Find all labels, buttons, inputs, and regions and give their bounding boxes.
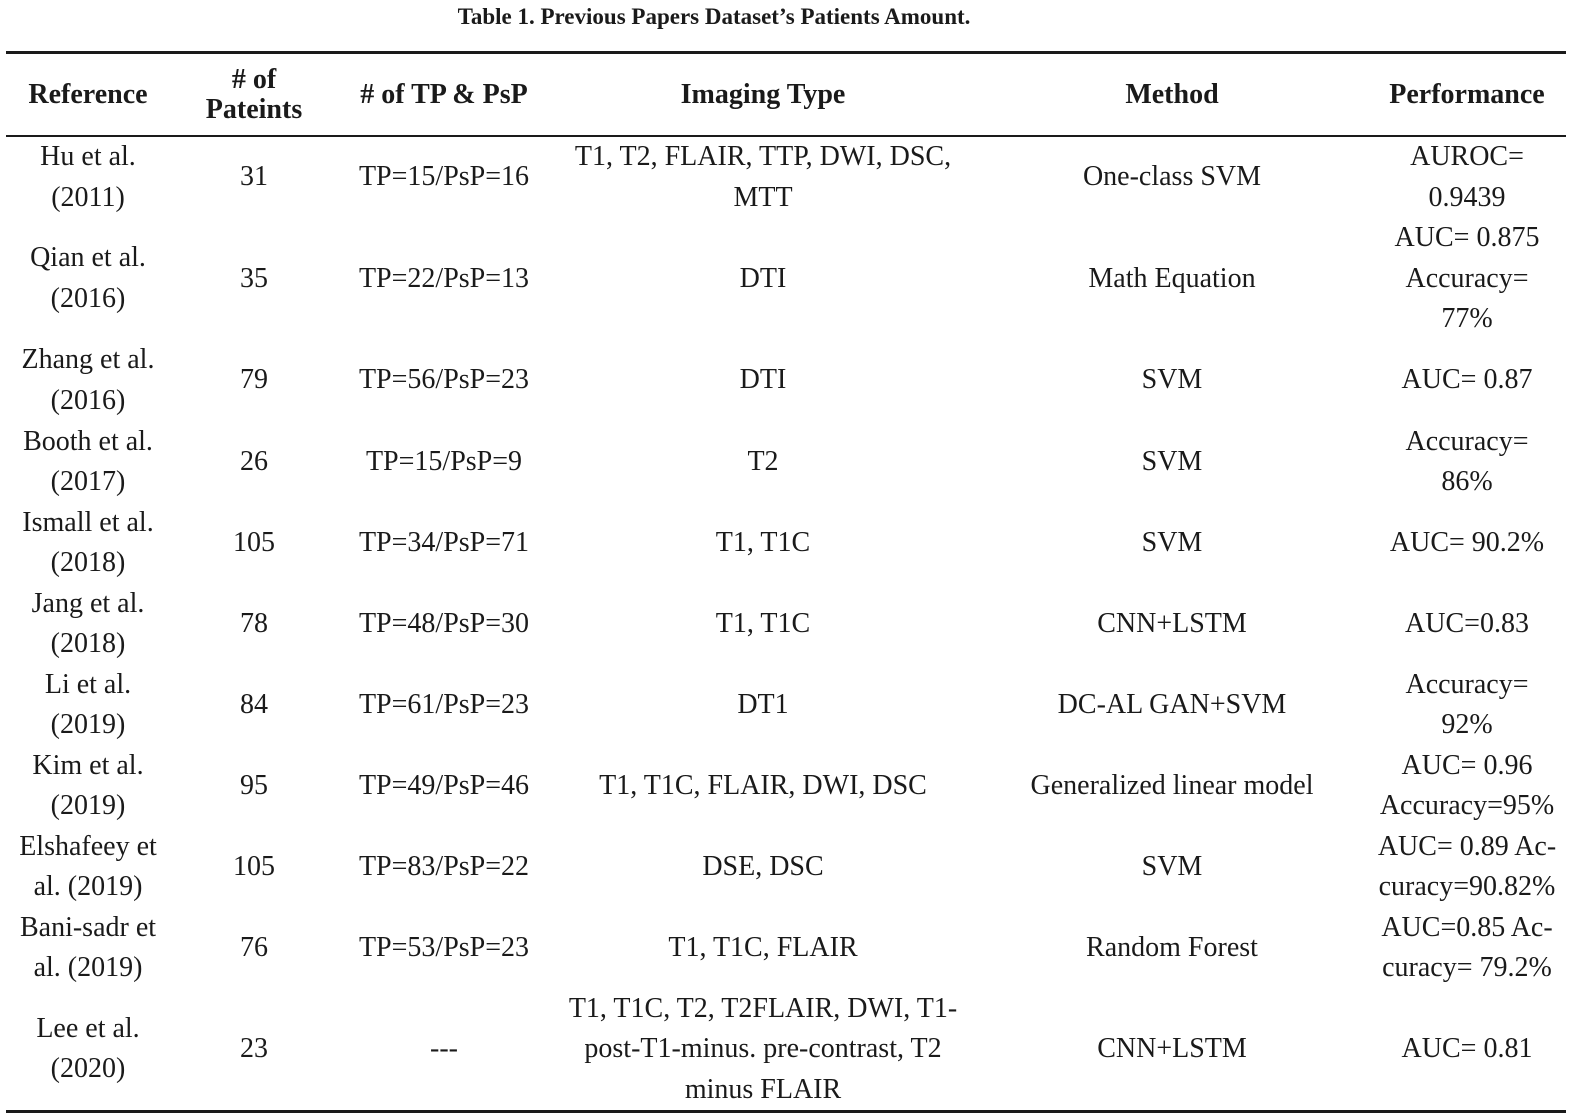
cell-patients: 105 [233, 526, 275, 558]
cell-performance: AUC= 0.87 [1401, 364, 1533, 396]
header-performance: Performance [1389, 78, 1545, 110]
cell-tp-psp: TP=34/PsP=71 [358, 526, 530, 558]
cell-patients: 78 [240, 607, 268, 639]
cell-method: Random Forest [1086, 931, 1258, 963]
cell-reference: Ismall et al. (2018) [22, 506, 154, 578]
table-header [6, 53, 1566, 137]
header-patients: # of Pateints [205, 63, 303, 125]
cell-performance: Accuracy= 92% [1405, 668, 1529, 740]
cell-imaging-type: DTI [739, 262, 787, 294]
cell-performance: AUC= 0.89 Ac- curacy=90.82% [1377, 830, 1557, 902]
table-row [6, 908, 1566, 989]
cell-patients: 84 [240, 688, 268, 720]
table-row [6, 136, 1566, 218]
table-row [6, 584, 1566, 665]
cell-reference: Bani-sadr et al. (2019) [19, 911, 157, 983]
cell-performance: AUC=0.85 Ac- curacy= 79.2% [1381, 911, 1553, 983]
cell-patients: 31 [240, 161, 268, 193]
cell-tp-psp: TP=15/PsP=9 [365, 445, 523, 477]
table-row [6, 503, 1566, 584]
cell-tp-psp: TP=22/PsP=13 [358, 262, 530, 294]
cell-tp-psp: TP=56/PsP=23 [358, 364, 530, 396]
cell-imaging-type: T1, T1C [715, 607, 811, 639]
table-row [6, 827, 1566, 908]
cell-method: Generalized linear model [1030, 769, 1314, 801]
results-table [6, 51, 1566, 1113]
cell-patients: 105 [233, 850, 275, 882]
cell-performance: AUC=0.83 [1405, 607, 1529, 639]
table-row [6, 665, 1566, 746]
cell-patients: 26 [240, 445, 268, 477]
header-reference: Reference [28, 78, 148, 110]
cell-tp-psp: TP=53/PsP=23 [358, 931, 530, 963]
table-caption: Table 1. Previous Papers Dataset’s Patients Amount. [457, 4, 971, 29]
cell-method: CNN+LSTM [1097, 607, 1247, 639]
cell-imaging-type: T1, T1C, T2, T2FLAIR, DWI, T1- post-T1-minus. pre-contrast, T2 minus FLAIR [568, 992, 958, 1105]
cell-method: SVM [1141, 526, 1203, 558]
cell-tp-psp: TP=48/PsP=30 [358, 607, 530, 639]
cell-imaging-type: DSE, DSC [702, 850, 824, 882]
cell-performance: AUC= 0.875 Accuracy= 77% [1394, 222, 1540, 334]
cell-performance: Accuracy= 86% [1405, 425, 1529, 497]
table-row [6, 218, 1566, 340]
header-tp-psp: # of TP & PsP [360, 78, 528, 110]
cell-reference: Li et al. (2019) [44, 668, 132, 740]
cell-imaging-type: T1, T1C [715, 526, 811, 558]
cell-method: SVM [1141, 364, 1203, 396]
cell-tp-psp: TP=15/PsP=16 [358, 161, 530, 193]
cell-reference: Elshafeey et al. (2019) [19, 830, 157, 902]
cell-tp-psp: TP=49/PsP=46 [358, 769, 530, 801]
cell-performance: AUC= 90.2% [1389, 526, 1545, 558]
cell-method: SVM [1141, 850, 1203, 882]
cell-method: Math Equation [1088, 262, 1256, 294]
cell-performance: AUC= 0.81 [1401, 1033, 1533, 1064]
cell-reference: Zhang et al. (2016) [21, 344, 155, 416]
cell-reference: Qian et al. (2016) [30, 242, 146, 314]
cell-imaging-type: T1, T2, FLAIR, TTP, DWI, DSC, MTT [574, 141, 952, 213]
cell-method: One-class SVM [1082, 161, 1262, 193]
cell-patients: 79 [240, 364, 268, 396]
header-row [6, 53, 1566, 137]
cell-patients: 23 [240, 1033, 268, 1064]
cell-imaging-type: DT1 [737, 688, 789, 720]
cell-tp-psp: TP=83/PsP=22 [358, 850, 530, 882]
cell-reference: Hu et al. (2011) [40, 141, 136, 213]
cell-reference: Kim et al. (2019) [32, 749, 144, 821]
cell-method: DC-AL GAN+SVM [1057, 688, 1287, 720]
table-body [6, 136, 1566, 1112]
cell-method: SVM [1141, 445, 1203, 477]
cell-reference: Booth et al. (2017) [23, 425, 153, 497]
table-row [6, 746, 1566, 827]
cell-imaging-type: T2 [747, 445, 779, 477]
cell-imaging-type: DTI [739, 364, 787, 396]
cell-patients: 76 [240, 931, 268, 963]
cell-reference: Lee et al. (2020) [36, 1012, 140, 1085]
cell-imaging-type: T1, T1C, FLAIR [668, 931, 858, 963]
table-row [6, 340, 1566, 422]
cell-method: CNN+LSTM [1097, 1033, 1247, 1064]
cell-reference: Jang et al. (2018) [31, 587, 145, 659]
cell-imaging-type: T1, T1C, FLAIR, DWI, DSC [599, 769, 927, 801]
cell-patients: 95 [240, 769, 268, 801]
header-method: Method [1125, 78, 1219, 110]
table-row [6, 422, 1566, 503]
cell-tp-psp: --- [430, 1033, 458, 1064]
cell-performance: AUROC= 0.9439 [1410, 141, 1524, 213]
header-imaging-type: Imaging Type [680, 78, 846, 110]
cell-patients: 35 [240, 262, 268, 294]
cell-tp-psp: TP=61/PsP=23 [358, 688, 530, 720]
table-row [6, 989, 1566, 1112]
cell-performance: AUC= 0.96 Accuracy=95% [1379, 749, 1555, 821]
